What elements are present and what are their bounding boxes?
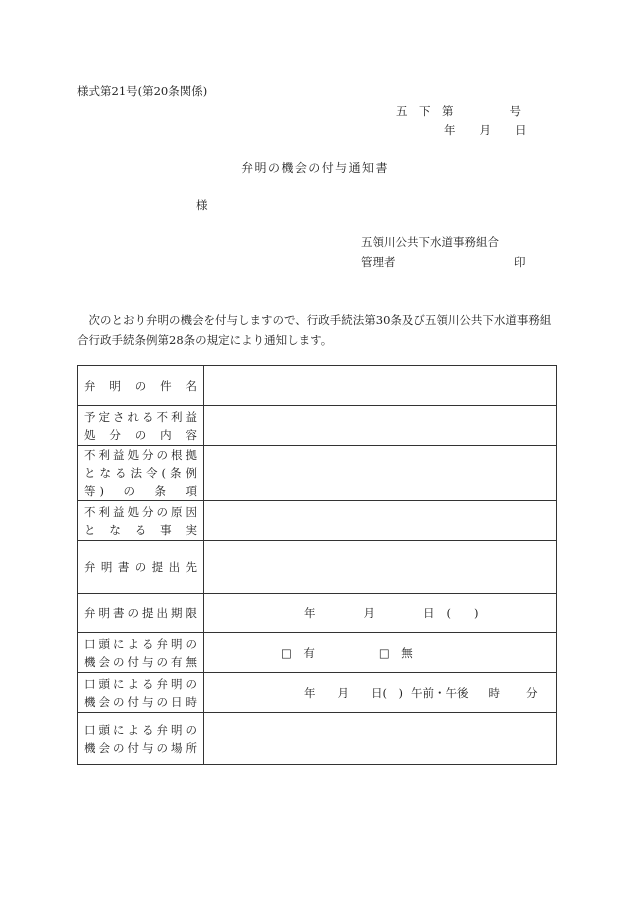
deadline-day: 日 — [423, 606, 435, 620]
table-row-facts — [78, 501, 557, 541]
label-facts: 不利益処分の原因 と な る 事 実 — [78, 501, 204, 541]
value-oral-datetime — [204, 673, 557, 713]
deadline-year: 年 — [304, 606, 316, 620]
oral-month: 月 — [337, 685, 349, 700]
label-planned-disposition: 予定される不利益 処 分 の 内 容 — [78, 406, 204, 446]
table-row-legal-basis — [78, 446, 557, 501]
table-row-oral-datetime — [78, 673, 557, 713]
document-title: 弁明の機会の付与通知書 — [241, 161, 389, 175]
date-month: 月 — [479, 123, 491, 137]
oral-minute: 分 — [525, 685, 538, 700]
table-row-oral-availability — [78, 633, 557, 673]
document-number-prefix: 五 下 第 — [396, 104, 454, 118]
value-oral-location — [204, 713, 557, 765]
oral-ampm: 午前・午後 — [410, 685, 469, 700]
form-number: 様式第21号(第20条関係) — [77, 84, 208, 98]
issuer-seal: 印 — [514, 255, 526, 269]
option-no-checkbox[interactable]: □ 無 — [378, 645, 413, 660]
oral-year: 年 — [304, 685, 316, 700]
oral-day-weekday: 日( ) — [371, 685, 403, 700]
table-row-oral-location — [78, 713, 557, 765]
value-submission-address — [204, 541, 557, 594]
date-year: 年 — [444, 123, 456, 137]
label-oral-location: 口頭による弁明の 機会の付与の場所 — [78, 713, 204, 765]
label-oral-datetime: 口頭による弁明の 機会の付与の日時 — [78, 673, 204, 713]
label-legal-basis: 不利益処分の根拠 となる法令(条例 等) の 条 項 — [78, 446, 204, 501]
label-submission-address: 弁明書の提出先 — [78, 541, 204, 594]
value-case-name — [204, 366, 557, 406]
deadline-month: 月 — [363, 606, 375, 620]
table-row-planned-disposition — [78, 406, 557, 446]
oral-hour: 時 — [488, 685, 500, 700]
value-submission-deadline — [204, 594, 557, 633]
date-day: 日 — [515, 123, 527, 137]
notice-form-table — [77, 365, 557, 765]
table-row-case-name — [78, 366, 557, 406]
body-text: 次のとおり弁明の機会を付与しますので、行政手続法第30条及び五領川公共下水道事務組合行政手続条例第28条の規定により通知します。 — [77, 313, 552, 347]
table-row-submission-address — [78, 541, 557, 594]
issuer-organization: 五領川公共下水道事務組合 — [361, 235, 499, 249]
label-oral-availability: 口頭による弁明の 機会の付与の有無 — [78, 633, 204, 673]
recipient-honorific: 様 — [196, 198, 208, 212]
document-number — [396, 106, 521, 118]
value-facts — [204, 501, 557, 541]
label-case-name: 弁 明 の 件 名 — [78, 366, 204, 406]
label-submission-deadline: 弁明書の提出期限 — [78, 594, 204, 633]
option-yes-checkbox[interactable]: □ 有 — [281, 645, 315, 660]
table-row-submission-deadline — [78, 594, 557, 633]
document-date — [444, 125, 527, 137]
value-legal-basis — [204, 446, 557, 501]
value-planned-disposition — [204, 406, 557, 446]
document-number-suffix: 号 — [509, 104, 521, 118]
issuer-title: 管理者 — [361, 255, 396, 269]
deadline-weekday: ( ) — [446, 606, 479, 620]
value-oral-availability — [204, 633, 557, 673]
